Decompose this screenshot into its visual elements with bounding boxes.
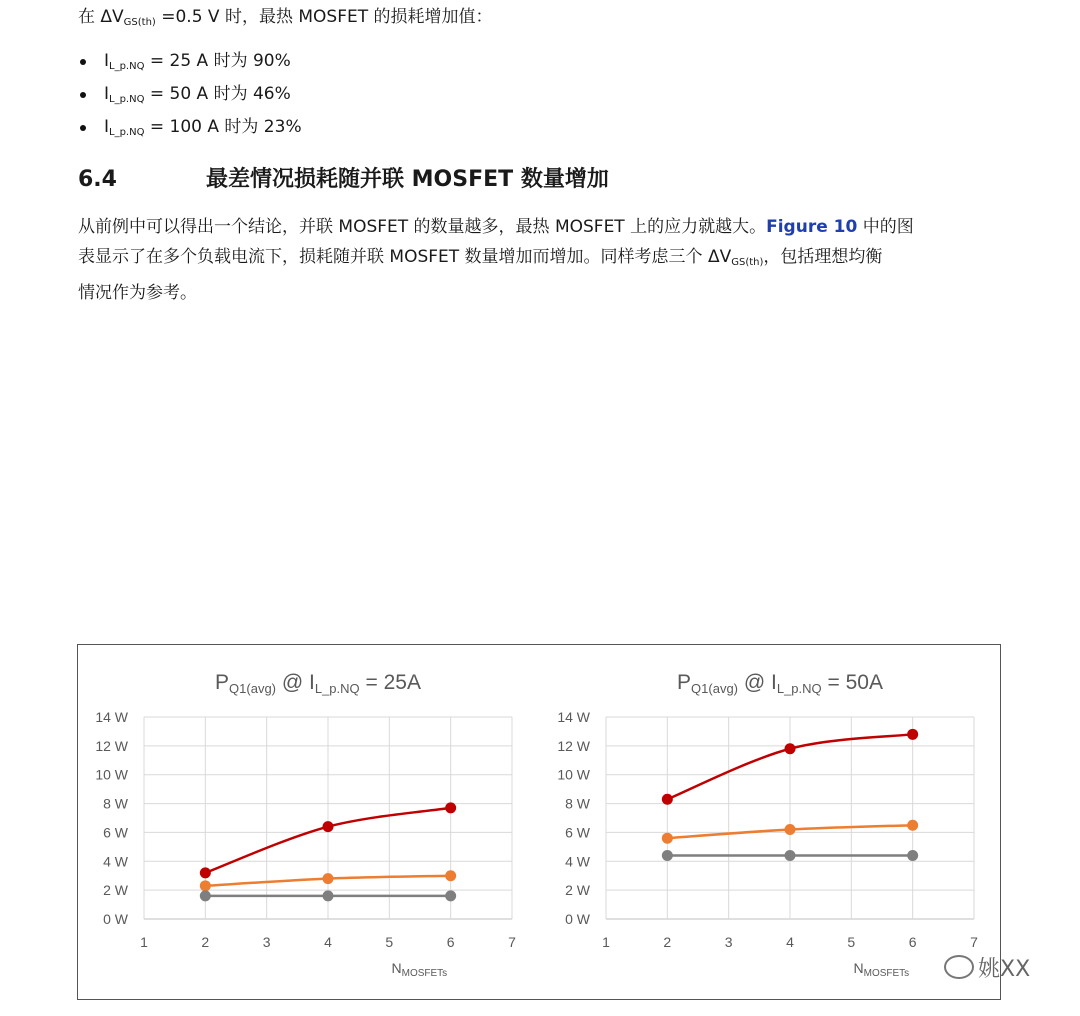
y-tick-label: 0 W <box>565 911 590 927</box>
data-point-mid <box>907 820 918 831</box>
x-axis-label <box>391 960 447 979</box>
data-point-mid <box>785 824 796 835</box>
data-point-balanced <box>662 850 673 861</box>
x-label-sub: MOSFETs <box>401 968 448 979</box>
figure-10-link[interactable]: Figure 10 <box>766 217 858 237</box>
chart-50a <box>540 645 1000 1001</box>
bullet-text: = 100 A 时为 23% <box>144 117 302 137</box>
x-tick-label: 7 <box>508 934 516 950</box>
section-title: 最差情况损耗随并联 MOSFET 数量增加 <box>206 167 609 192</box>
section-heading <box>78 166 609 194</box>
data-point-balanced <box>200 890 211 901</box>
list-item <box>78 83 302 116</box>
data-point-balanced <box>785 850 796 861</box>
title-p: P <box>677 671 692 694</box>
y-tick-label: 12 W <box>557 737 590 754</box>
x-tick-label: 2 <box>663 934 672 950</box>
x-tick-label: 6 <box>446 934 455 950</box>
x-tick-label: 1 <box>602 934 610 950</box>
chart-25a <box>78 645 538 1001</box>
list-item <box>78 50 302 83</box>
data-point-worst <box>662 794 673 805</box>
data-point-mid <box>662 833 673 844</box>
title-p-sub: Q1(avg) <box>229 681 277 696</box>
data-point-balanced <box>907 850 918 861</box>
data-point-worst <box>200 867 211 878</box>
x-tick-label: 4 <box>324 934 332 950</box>
intro-subscript: GS(th) <box>123 17 156 28</box>
wechat-icon <box>944 955 974 979</box>
y-tick-label: 12 W <box>95 737 128 754</box>
data-point-mid <box>323 873 334 884</box>
x-tick-label: 5 <box>385 934 394 950</box>
x-label-main: N <box>391 960 402 976</box>
data-point-mid <box>200 880 211 891</box>
paragraph-text: 表显示了在多个负载电流下，损耗随并联 MOSFET 数量增加而增加。同样考虑三个 ΔV <box>78 247 732 267</box>
y-tick-label: 0 W <box>103 911 128 927</box>
x-tick-label: 3 <box>262 934 271 950</box>
bullet-var: I <box>104 117 110 137</box>
title-i-sub: L_p.NQ <box>314 681 360 696</box>
title-p: P <box>215 671 230 694</box>
paragraph-text: ，包括理想均衡 <box>763 247 883 267</box>
paragraph-line-1 <box>78 212 1008 242</box>
bullet-var: I <box>104 84 110 104</box>
bullet-text: = 25 A 时为 90% <box>144 51 291 71</box>
intro-suffix: =0.5 V 时，最热 MOSFET 的损耗增加值： <box>155 7 493 27</box>
y-tick-label: 8 W <box>103 795 128 812</box>
figure-10 <box>77 644 1001 1000</box>
title-p-sub: Q1(avg) <box>691 681 739 696</box>
chart-title <box>215 671 421 696</box>
title-mid: @ I <box>738 671 777 694</box>
y-tick-label: 4 W <box>103 853 128 870</box>
watermark <box>944 952 1030 983</box>
x-tick-label: 5 <box>847 934 856 950</box>
y-tick-label: 10 W <box>95 766 128 783</box>
x-tick-label: 4 <box>786 934 794 950</box>
chart-svg <box>540 645 1000 1001</box>
paragraph-subscript: GS(th) <box>731 257 764 268</box>
y-tick-label: 2 W <box>103 882 128 899</box>
title-i-sub: L_p.NQ <box>776 681 822 696</box>
x-tick-label: 6 <box>908 934 917 950</box>
title-mid: @ I <box>276 671 315 694</box>
y-tick-label: 14 W <box>557 709 590 725</box>
y-tick-label: 2 W <box>565 882 590 899</box>
y-tick-label: 14 W <box>95 709 128 725</box>
intro-line <box>78 6 493 34</box>
y-tick-label: 6 W <box>565 824 590 841</box>
data-point-mid <box>445 870 456 881</box>
data-point-balanced <box>445 890 456 901</box>
y-tick-label: 8 W <box>565 795 590 812</box>
chart-svg <box>78 645 538 1001</box>
y-tick-label: 10 W <box>557 766 590 783</box>
title-tail: = 50A <box>821 671 883 694</box>
list-item <box>78 116 302 149</box>
x-axis-label <box>853 960 909 979</box>
title-tail: = 25A <box>359 671 421 694</box>
x-label-sub: MOSFETs <box>863 968 910 979</box>
data-point-worst <box>907 729 918 740</box>
bullet-sub: L_p.NQ <box>109 127 145 138</box>
x-tick-label: 3 <box>724 934 733 950</box>
data-point-balanced <box>323 890 334 901</box>
data-point-worst <box>785 743 796 754</box>
y-tick-label: 6 W <box>103 824 128 841</box>
bullet-text: = 50 A 时为 46% <box>144 84 291 104</box>
bullet-sub: L_p.NQ <box>109 61 145 72</box>
paragraph-line-2 <box>78 242 1008 278</box>
chart-title <box>677 671 883 696</box>
data-point-worst <box>445 802 456 813</box>
x-tick-label: 7 <box>970 934 978 950</box>
paragraph-text: 情况作为参考。 <box>78 283 197 303</box>
x-tick-label: 1 <box>140 934 148 950</box>
data-point-worst <box>323 821 334 832</box>
intro-prefix: 在 ΔV <box>78 7 124 27</box>
loss-increase-list <box>78 50 302 149</box>
watermark-text: 姚XX <box>978 957 1031 982</box>
paragraph-text: 中的图 <box>857 217 914 237</box>
x-label-main: N <box>853 960 864 976</box>
paragraph-text: 从前例中可以得出一个结论，并联 MOSFET 的数量越多，最热 MOSFET 上的应力就越大。 <box>78 217 767 237</box>
x-tick-label: 2 <box>201 934 210 950</box>
y-tick-label: 4 W <box>565 853 590 870</box>
body-paragraph <box>78 212 1008 308</box>
section-number: 6.4 <box>78 167 117 192</box>
bullet-sub: L_p.NQ <box>109 94 145 105</box>
bullet-var: I <box>104 51 110 71</box>
paragraph-line-3 <box>78 278 1008 308</box>
